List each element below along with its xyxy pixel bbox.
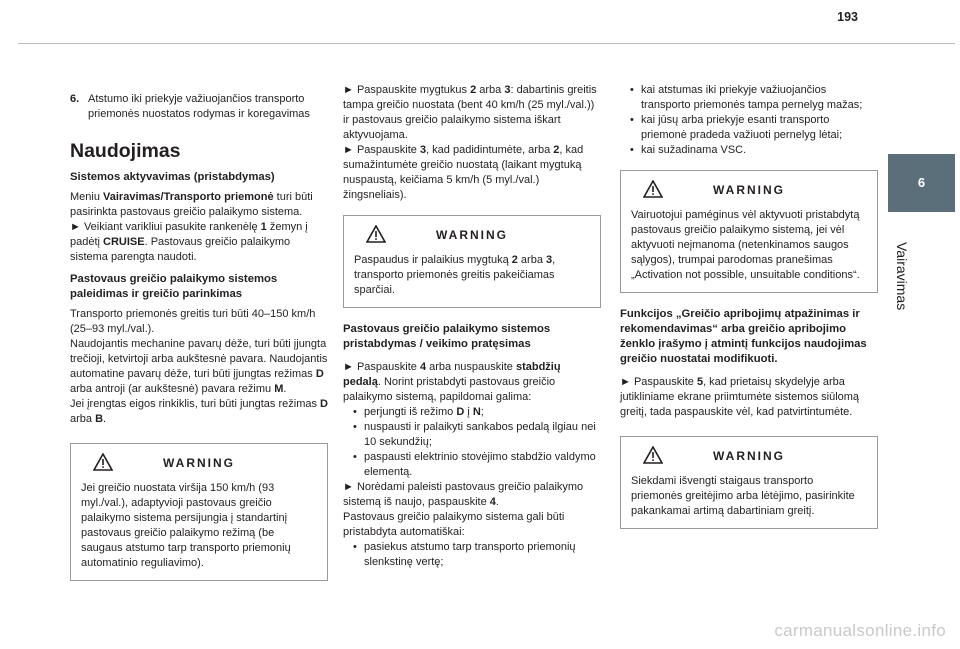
warning-text: Jei greičio nuostata viršija 150 km/h (93 myl./val.), adaptyvioji pastovaus greičio palaikymo sistema persijungia į standartinį pastovaus greičio palaikymo režimą (be saugaus atstumo tarp transporto priemonių automatinio reguliavimo). [81,482,291,569]
warning-box [70,443,328,581]
chapter-title: Vairavimas [894,242,910,311]
paragraph-adjust: ► Paspauskite 3, kad padidintumėte, arba 2, kad sumažintumėte greičio nuostatą (laikant mygtuką nuspaustą, keičiama 5 km/h (5 myl./val.) žingsneliais). [343,144,584,201]
header-divider [18,43,955,44]
list-item: • kai sužadinama VSC. [630,144,747,156]
warning-text: Vairuotojui paméginus vėl aktyvuoti pristabdytą pastovaus greičio palaikymo sistemą, jei vėl aktyvuoti neįmanoma (netenkinamos saugos sąlygos), trumpai parodomas pranešimas „Activation not possible, unsuitable conditions“. [631,209,860,281]
item-text: Atstumo iki priekyje važiuojančios transporto priemonės nuostatos rodymas ir koregavimas [88,93,310,120]
paragraph-accept-speed: ► Paspauskite 5, kad prietaisų skydelyje arba jutikliniame ekrane priimtumėte sistemos siūlomą greitį, tada paspauskite vėl, kad patvirtintumėte. [620,376,860,418]
subheading-speed-limit: Funkcijos „Greičio apribojimų atpažinimas ir rekomendavimas“ arba greičio apribojimo ženklo įrašymo į atmintį funkcijos naudojimas greičio nuostatai modifikuoti. [620,308,867,365]
warning-header [354,226,590,244]
subheading-pause: Pastovaus greičio palaikymo sistemos pristabdymas / veikimo pratęsimas [343,323,551,350]
list-item: • nuspausti ir palaikyti sankabos pedalą ilgiau nei 10 sekundžių; [353,421,596,448]
paragraph-buttons: ► Paspauskite mygtukus 2 arba 3: dabartinis greitis tampa greičio nuostata (bent 40 km/h (25 myl./val.)) ir pastovaus greičio palaikymo sistema iškart aktyvuojama. [343,84,597,141]
warning-box [620,436,878,529]
warning-header [631,447,867,465]
warning-header [81,454,317,472]
warning-triangle-icon [643,180,663,198]
column-right [620,83,878,543]
paragraph-restart: ► Norėdami paleisti pastovaus greičio palaikymo sistemą iš naujo, paspauskite 4. [343,481,584,508]
chapter-number: 6 [917,175,926,190]
warning-header [631,181,867,199]
chapter-title-vertical [880,242,920,362]
paragraph-auto-pause: Pastovaus greičio palaikymo sistema gali būti pristabdyta automatiškai: [343,511,565,538]
warning-text: Siekdami išvengti staigaus transporto priemonės greitėjimo arba lėtėjimo, pasirinkite pakankamai artimą dabartiniam greitį. [631,475,855,517]
warning-box [620,170,878,293]
chapter-tab [888,154,955,212]
list-item: • kai jūsų arba priekyje esanti transporto priemonė pradeda važiuoti pernelyg lėtai; [630,114,843,141]
paragraph-gearbox: Naudojantis mechanine pavarų dėže, turi būti įjungta trečioji, ketvirtoji arba aukštesnė pavara. Naudojantis automatine pavarų dėže, turi būti įjungtas režimas D arba antroji (ar aukštesnė) pavara režimu M. [70,338,328,395]
column-middle [343,83,601,570]
warning-triangle-icon [93,453,113,471]
item-number: 6. [70,93,80,105]
paragraph-pause: ► Paspauskite 4 arba nuspauskite stabdžių pedalą. Norint pristabdyti pastovaus greičio palaikymo sistemą, papildomai galima: [343,361,561,403]
warning-box [343,215,601,308]
list-item: • kai atstumas iki priekyje važiuojančios transporto priemonės tampa pernelyg mažas; [630,84,863,111]
page-number: 193 [837,10,858,24]
paragraph-cruise: ► Veikiant varikliui pasukite rankenėlę 1 žemyn į padėtį CRUISE. Pastovaus greičio palaikymo sistema parengta naudoti. [70,221,308,263]
warning-triangle-icon [366,225,386,243]
list-item: • paspausti elektrinio stovėjimo stabdžio valdymo elementą. [353,451,596,478]
watermark: carmanualsonline.info [774,621,946,640]
section-heading: Naudojimas [70,140,181,162]
warning-triangle-icon [643,446,663,464]
warning-title: WARNING [436,228,508,242]
paragraph-menu: Meniu Vairavimas/Transporto priemonė turi būti pasirinkta pastovaus greičio palaikymo sistema. [70,191,313,218]
warning-text: Paspaudus ir palaikius mygtuką 2 arba 3, transporto priemonės greitis pakeičiamas sparčiai. [354,254,556,296]
list-item: • perjungti iš režimo D į N; [353,406,484,418]
subheading-activation: Sistemos aktyvavimas (pristabdymas) [70,171,275,183]
numbered-item-6 [70,92,328,122]
warning-title: WARNING [713,449,785,463]
warning-title: WARNING [713,183,785,197]
list-item: • pasiekus atstumo tarp transporto priemonių slenkstinę vertę; [353,541,576,568]
paragraph-speed: Transporto priemonės greitis turi būti 40–150 km/h (25–93 myl./val.). [70,308,316,335]
subheading-start: Pastovaus greičio palaikymo sistemos paleidimas ir greičio parinkimas [70,273,278,300]
warning-title: WARNING [163,456,235,470]
paragraph-selector: Jei įrengtas eigos rinkiklis, turi būti jungtas režimas D arba B. [70,398,328,425]
column-left [70,92,328,595]
